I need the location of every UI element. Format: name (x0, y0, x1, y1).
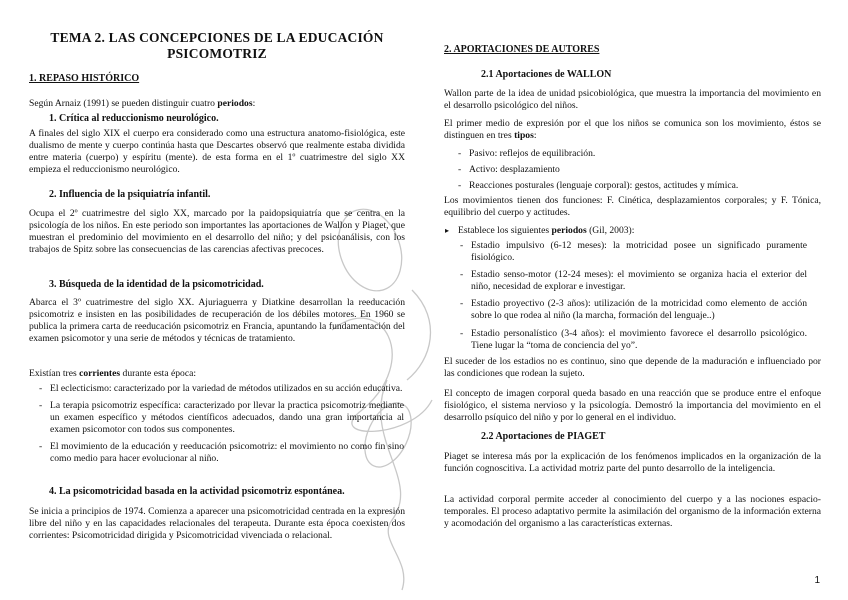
list-item: - El movimiento de la educación y reeducación psicomotriz: el movimiento no como fin sino como medio para hacer evolucionar al niño. (37, 441, 404, 465)
periods-text: Establece los siguientes (458, 225, 552, 236)
period-4-text: Se inicia a principios de 1974. Comienza a aparecer una psicomotricidad centrada en la expresión libre del niño y en las capacidades relacionales del terapeuta. Durante esta época coexisten dos corrientes: Psicomotricidad dirigida y Psicomotricidad vivenciada o relacional. (29, 506, 405, 542)
subheading-piaget: 2.2 Aportaciones de PIAGET (481, 431, 606, 442)
list-item: - El eclecticismo: caracterizado por la variedad de métodos utilizados en su acción educativa. (37, 383, 404, 395)
tipos-list (456, 146, 821, 194)
period-2-heading: 2. Influencia de la psiquiatría infantil. (49, 189, 211, 200)
list-item: - Estadio senso-motor (12-24 meses): el movimiento se organiza hacia el exterior del niño, necesidad de explorar e investigar. (458, 269, 807, 293)
wallon-paragraph-3: Los movimientos tienen dos funciones: F. Cinética, desplazamientos corporales; y F. Tónica, equilibrio del cuerpo y actitudes. (444, 195, 821, 219)
estadios-list (458, 240, 807, 352)
currents-text: Existían tres (29, 368, 80, 379)
wallon-paragraph-5: El concepto de imagen corporal queda basado en una reacción que se produce entre el enfoque fisiológico, el sistema nervioso y la psicología. Demostró la importancia del movimiento en el desarrollo psíquico del niño y por lo general en el individuo. (444, 388, 821, 424)
list-item: - Activo: desplazamiento (456, 162, 821, 178)
list-item: - Estadio proyectivo (2-3 años): utilización de la motricidad como elemento de acción sobre lo que rodea al niño (la marcha, formación del lenguaje..) (458, 298, 807, 322)
triangle-bullet-icon: ▸ (445, 226, 450, 235)
page-number: 1 (814, 575, 820, 586)
list-item: - Pasivo: reflejos de equilibración. (456, 146, 821, 162)
list-item: - Reacciones posturales (lenguaje corporal): gestos, actitudes y mímica. (456, 178, 821, 194)
periods-suffix: (Gil, 2003): (586, 225, 635, 236)
period-4-heading: 4. La psicomotricidad basada en la actividad psicomotriz espontánea. (49, 486, 345, 497)
currents-bold: corrientes (79, 368, 121, 379)
document-title (29, 30, 405, 62)
intro-colon: : (252, 98, 256, 109)
wallon-p2-colon: : (533, 130, 537, 142)
period-2-text: Ocupa el 2º cuatrimestre del siglo XX, marcado por la paidopsiquiatría que se centra en la psicología de los niños. En este periodo son importantes las aportaciones de Wallon y Piaget, que muestran el predominio del movimiento en el desarrollo del niño; y del psicoanálisis, con los trabajos de Spitz sobre las consecuencias de las carencias afectivas precoces. (29, 208, 405, 256)
piaget-paragraph-1: Piaget se interesa más por la explicación de los fenómenos implicados en la organización de la función cognoscitiva. La actividad motriz parte del punto desarrollo de la inteligencia. (444, 451, 821, 475)
list-item: - Estadio impulsivo (6-12 meses): la motricidad posee un significado puramente fisiológico. (458, 240, 807, 264)
periods-intro (444, 225, 821, 237)
list-item: - La terapia psicomotriz específica: caracterizado por llevar la practica psicomotriz mediante un examen específico y métodos científicos adecuados, dando una gran importancia al examen psicomotor con todos sus componentes. (37, 400, 404, 436)
period-1-text: A finales del siglo XIX el cuerpo era considerado como una estructura anatomo-fisiológica, este dualismo de mente y cuerpo continúa hasta que Descartes observó que realmente estaba dividida entre materia (cuerpo) y espíritu (mente). de esta forma en el 1º cuatrimestre del siglo XX empieza el reduccionismo neurológico. (29, 128, 405, 176)
wallon-paragraph-1: Wallon parte de la idea de unidad psicobiológica, que muestra la importancia del movimiento en el desarrollo psicológico del niños. (444, 88, 821, 112)
period-3-heading: 3. Búsqueda de la identidad de la psicomotricidad. (49, 279, 264, 290)
intro-paragraph (29, 98, 405, 110)
section-heading-repaso: 1. REPASO HISTÓRICO (29, 73, 140, 84)
section-heading-aportaciones: 2. APORTACIONES DE AUTORES (444, 44, 600, 55)
period-1-heading: 1. Crítica al reduccionismo neurológico. (49, 113, 219, 124)
wallon-p2-bold: tipos (514, 130, 534, 142)
periods-bold: periodos (551, 225, 587, 236)
currents-suffix: durante esta época: (120, 368, 197, 379)
wallon-paragraph-2 (444, 118, 821, 142)
intro-bold: periodos (217, 98, 253, 109)
piaget-paragraph-2: La actividad corporal permite acceder al conocimiento del cuerpo y a las nociones espacio-temporales. El proceso adaptativo permite la asimilación del organismo de la información externa y acomodación del organismo a las características externas. (444, 494, 821, 530)
intro-text: Según Arnaiz (1991) se pueden distinguir cuatro (29, 98, 218, 109)
period-3-text: Abarca el 3º cuatrimestre del siglo XX. Ajuriaguerra y Diatkine desarrollan la reeducación psicomotriz e insisten en las posibilidades de recuperación de los débiles motores. En 1960 se publica la primera carta de reeducación psicomotriz en Francia, apuntando la fundamentación del examen psicomotor y una serie de métodos y técnicas de tratamiento. (29, 297, 405, 345)
subheading-wallon: 2.1 Aportaciones de WALLON (481, 69, 612, 80)
wallon-p2-text: El primer medio de expresión por el que los niños se comunica son los movimiento, éstos se distinguen en tres (444, 118, 821, 142)
title-line-2: PSICOMOTRIZ (167, 46, 267, 61)
wallon-paragraph-4: El suceder de los estadios no es continuo, sino que depende de la maduración e influenciado por las condiciones que rodean la sujeto. (444, 356, 821, 380)
title-line-1: TEMA 2. LAS CONCEPCIONES DE LA EDUCACIÓN (50, 30, 384, 45)
list-item: - Estadio personalístico (3-4 años): el movimiento favorece el desarrollo psicológico. Tiene lugar la “toma de conciencia del yo”. (458, 328, 807, 352)
currents-list (37, 383, 404, 466)
currents-intro (29, 368, 405, 380)
